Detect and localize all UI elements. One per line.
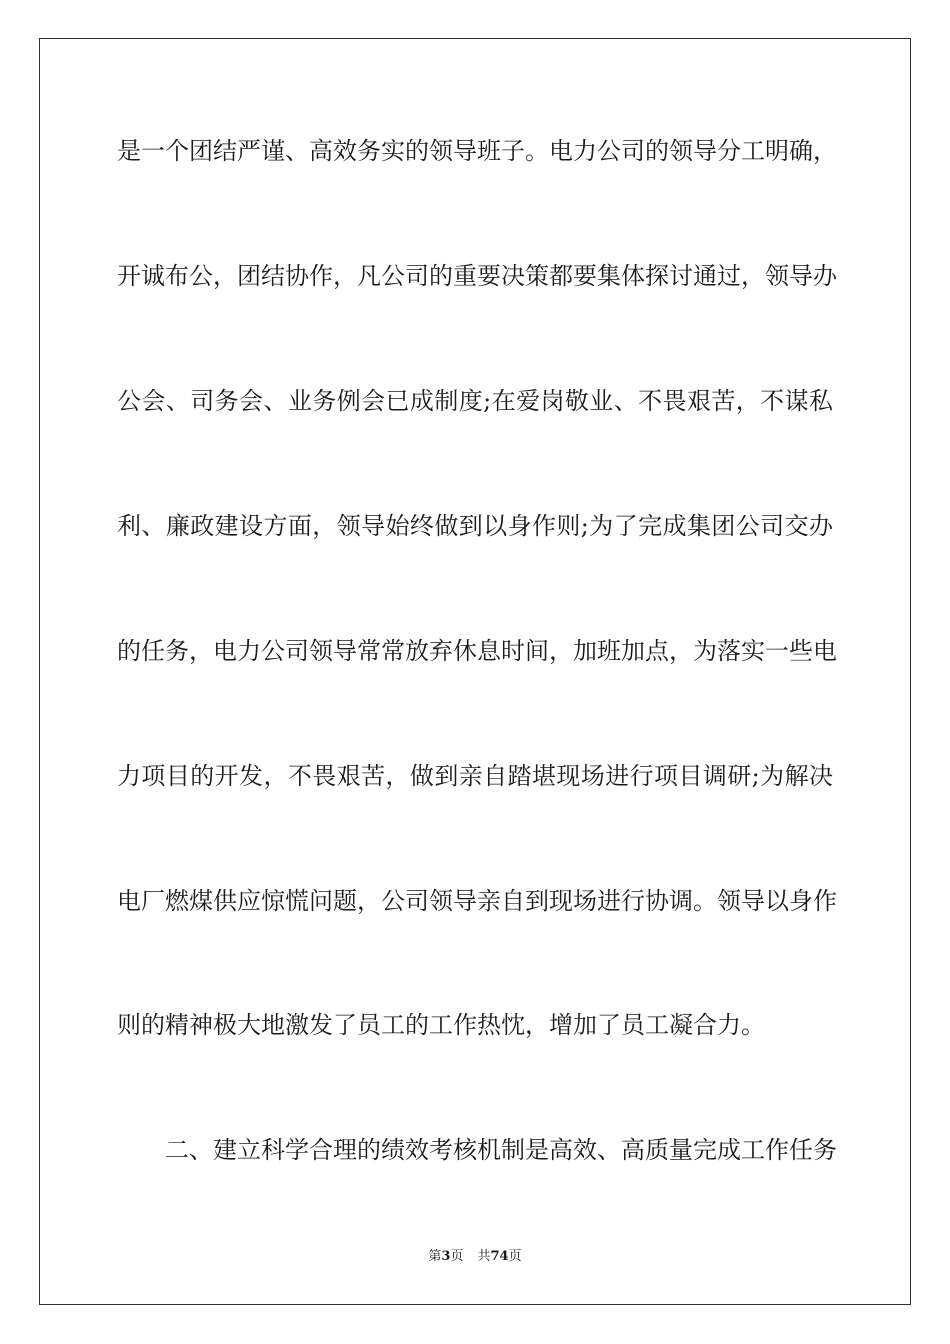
body-text-line: 力项目的开发，不畏艰苦，做到亲自踏堪现场进行项目调研;为解决 <box>117 762 833 790</box>
total-pages: 74 <box>490 1249 509 1264</box>
page-suffix: 页 <box>450 1249 464 1264</box>
total-prefix: 共 <box>477 1249 491 1264</box>
page-footer <box>0 1248 950 1266</box>
body-text-line: 的任务，电力公司领导常常放弃休息时间，加班加点，为落实一些电 <box>117 637 837 665</box>
page-number: 3 <box>441 1249 451 1264</box>
body-text-line: 利、廉政建设方面，领导始终做到以身作则;为了完成集团公司交办 <box>117 512 833 540</box>
body-text-line: 则的精神极大地激发了员工的工作热忱，增加了员工凝合力。 <box>117 1011 765 1039</box>
body-text-line: 是一个团结严谨、高效务实的领导班子。电力公司的领导分工明确， <box>117 137 837 165</box>
total-suffix: 页 <box>508 1249 522 1264</box>
page-border <box>39 38 911 1305</box>
page-prefix: 第 <box>428 1249 442 1264</box>
body-text-line: 电厂燃煤供应惊慌问题，公司领导亲自到现场进行协调。领导以身作 <box>117 887 837 915</box>
section-heading-line: 二、建立科学合理的绩效考核机制是高效、高质量完成工作任务 <box>165 1136 837 1164</box>
body-text-line: 公会、司务会、业务例会已成制度;在爱岗敬业、不畏艰苦，不谋私 <box>117 387 833 415</box>
body-text-line: 开诚布公，团结协作，凡公司的重要决策都要集体探讨通过，领导办 <box>117 262 837 290</box>
